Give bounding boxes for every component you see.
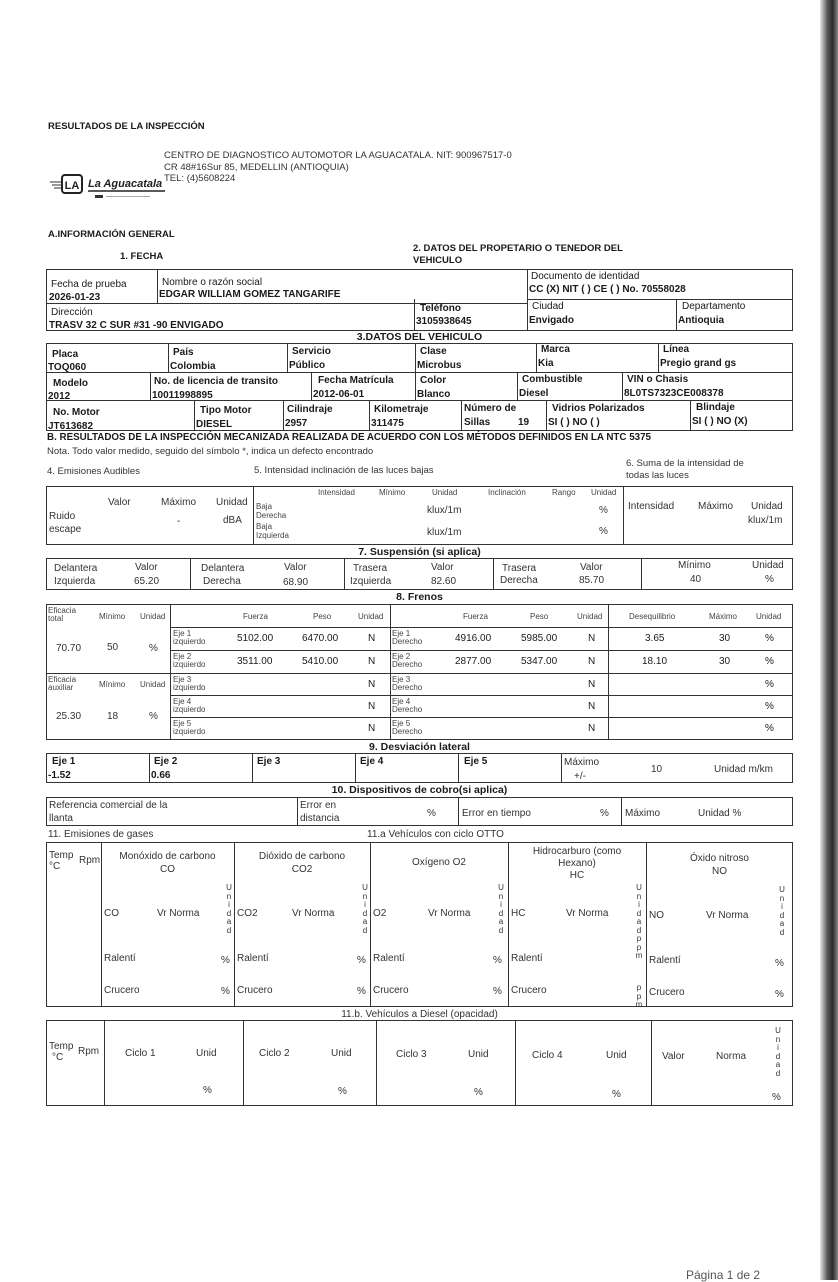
suspension-section-title: 7. Suspensión (si aplica) bbox=[358, 546, 481, 558]
suspension-3-label-2: Izquierda bbox=[350, 576, 392, 587]
page-number: Página 1 de 2 bbox=[686, 1268, 761, 1282]
vidrios-label: Vidrios Polarizados bbox=[552, 403, 645, 414]
axle-2-left-peso: 5410.00 bbox=[302, 656, 339, 667]
suspension-2-label-1: Delantera bbox=[201, 563, 245, 574]
axle-1-left-fuerza: 5102.00 bbox=[237, 633, 274, 644]
company-phone: TEL: (4)5608224 bbox=[164, 173, 236, 184]
clase-label: Clase bbox=[420, 346, 447, 357]
axle-2-desequilibrio: 18.10 bbox=[642, 656, 668, 667]
cilindraje-value: 2957 bbox=[285, 418, 308, 429]
suspension-unidad-value: % bbox=[765, 574, 774, 585]
brakes-left-fuerza-header: Fuerza bbox=[243, 612, 268, 621]
deviation-axle-2-value: 0.66 bbox=[151, 770, 171, 781]
telefono-label: Teléfono bbox=[420, 303, 461, 314]
brakes-left-unidad-header: Unidad bbox=[358, 612, 384, 621]
gases-section-title: 11. Emisiones de gases bbox=[48, 829, 154, 840]
scan-edge-shadow bbox=[820, 0, 838, 1280]
pais-label: País bbox=[173, 347, 194, 358]
taximeter-dist-label-1: Error en bbox=[300, 800, 337, 811]
kilometraje-value: 311475 bbox=[371, 418, 404, 429]
deviation-axle-4-label: Eje 4 bbox=[360, 756, 384, 767]
axle-1-right-peso: 5985.00 bbox=[521, 633, 558, 644]
deviation-maximo-label: Máximo bbox=[564, 757, 600, 768]
company-info bbox=[164, 150, 512, 185]
deviation-axle-1-value: -1.52 bbox=[48, 770, 71, 781]
brakes-section-title: 8. Frenos bbox=[396, 591, 443, 603]
clase-value: Microbus bbox=[417, 360, 462, 371]
otto-rpm-label: Rpm bbox=[79, 855, 101, 866]
unidad-vertical-label: U n i d a d bbox=[779, 885, 785, 937]
section-b-note: Nota. Todo valor medido, seguido del símbolo *, indica un defecto encontrado bbox=[47, 446, 374, 457]
unidad-vertical-label: U n i d a d bbox=[362, 883, 368, 935]
deviation-axle-5-label: Eje 5 bbox=[464, 756, 488, 767]
lights-sum-title: 6. Suma de la intensidad de todas las luces bbox=[626, 458, 744, 481]
ciudad-value: Envigado bbox=[529, 315, 575, 326]
lights-row-1-label-1: Baja bbox=[256, 502, 273, 511]
sillas-label-1: Número de bbox=[464, 403, 517, 414]
suspension-1-label-2: Izquierda bbox=[54, 576, 96, 587]
lights-sum-unidad-value: klux/1m bbox=[748, 515, 783, 526]
axle-1-right-fuerza: 4916.00 bbox=[455, 633, 492, 644]
eficacia-total-value: 70.70 bbox=[56, 643, 82, 654]
fecha-section-title: 1. FECHA bbox=[120, 251, 164, 262]
company-name-nit: CENTRO DE DIAGNOSTICO AUTOMOTOR LA AGUACATALA. NIT: 900967517-0 bbox=[164, 150, 512, 161]
linea-value: Pregio grand gs bbox=[660, 358, 737, 369]
lights-row-1-unit-2: % bbox=[599, 505, 608, 516]
axle-2-right-peso: 5347.00 bbox=[521, 656, 558, 667]
suspension-3-label-1: Trasera bbox=[353, 563, 388, 574]
lights-header-intensidad: Intensidad bbox=[318, 488, 355, 497]
motor-value: JT613682 bbox=[48, 421, 94, 432]
lights-header-inclinacion: Inclinación bbox=[488, 488, 526, 497]
sillas-label-2: Sillas bbox=[464, 417, 491, 428]
direccion-label: Dirección bbox=[51, 307, 93, 318]
axle-1-desequilibrio: 3.65 bbox=[645, 633, 665, 644]
combustible-value: Diesel bbox=[519, 388, 549, 399]
suspension-1-label-1: Delantera bbox=[54, 563, 98, 574]
axle-1-left-peso: 6470.00 bbox=[302, 633, 339, 644]
lights-row-1-label-2: Derecha bbox=[256, 511, 287, 520]
deviation-section-title: 9. Desviación lateral bbox=[369, 741, 470, 753]
vin-value: 8L0TS7323CE008378 bbox=[624, 388, 724, 399]
lights-row-1-unit-1: klux/1m bbox=[427, 505, 462, 516]
deviation-axle-3-label: Eje 3 bbox=[257, 756, 281, 767]
noise-valor-label: Valor bbox=[108, 497, 131, 508]
eficacia-aux-minimo-label: Mínimo bbox=[99, 680, 126, 689]
taximeter-ref-label-1: Referencia comercial de la bbox=[49, 800, 168, 811]
eficacia-total-label-2: total bbox=[48, 614, 64, 623]
vidrios-value: SI ( ) NO ( ) bbox=[548, 417, 600, 428]
diesel-temp-label: Temp bbox=[49, 1041, 74, 1052]
svg-text:LA: LA bbox=[64, 180, 80, 192]
section-b-title: B. RESULTADOS DE LA INSPECCIÓN MECANIZADA REALIZADA DE ACUERDO CON LOS MÉTODOS DEFINIDOS EN LA NTC 5375 bbox=[47, 432, 651, 443]
document-title: RESULTADOS DE LA INSPECCIÓN bbox=[48, 121, 205, 132]
deviation-axle-1-label: Eje 1 bbox=[52, 756, 76, 767]
vehicle-section-title: 3.DATOS DEL VEHICULO bbox=[356, 331, 483, 343]
brakes-maximo-header: Máximo bbox=[709, 612, 738, 621]
lights-row-2-unit-2: % bbox=[599, 526, 608, 537]
lights-header-unidad-2: Unidad bbox=[591, 488, 617, 497]
servicio-value: Público bbox=[289, 360, 326, 371]
pais-value: Colombia bbox=[170, 361, 216, 372]
diesel-temp-unit: °C bbox=[52, 1052, 64, 1063]
section-a-title: A.INFORMACIÓN GENERAL bbox=[48, 229, 175, 240]
logo-speed-lines-icon bbox=[50, 182, 62, 188]
suspension-minimo-label: Mínimo bbox=[678, 560, 711, 571]
nombre-label: Nombre o razón social bbox=[162, 277, 263, 288]
brakes-left-peso-header: Peso bbox=[313, 612, 332, 621]
marca-label: Marca bbox=[541, 344, 570, 355]
servicio-label: Servicio bbox=[292, 346, 331, 357]
eficacia-total-unit: % bbox=[149, 643, 158, 654]
eficacia-aux-value: 25.30 bbox=[56, 711, 82, 722]
unidad-vertical-label: U n i d a d bbox=[226, 883, 232, 935]
linea-label: Línea bbox=[663, 344, 690, 355]
eficacia-aux-unit: % bbox=[149, 711, 158, 722]
blindaje-label: Blindaje bbox=[696, 402, 735, 413]
placa-value: TOQ060 bbox=[48, 362, 87, 373]
marca-value: Kia bbox=[538, 358, 554, 369]
owner-section-title: 2. DATOS DEL PROPETARIO O TENEDOR DEL VEHICULO bbox=[413, 243, 623, 266]
cilindraje-label: Cilindraje bbox=[287, 404, 333, 415]
placa-label: Placa bbox=[52, 349, 79, 360]
documento-value: CC (X) NIT ( ) CE ( ) No. 70558028 bbox=[529, 284, 686, 295]
diesel-opacity-table bbox=[46, 1020, 793, 1106]
nombre-value: EDGAR WILLIAM GOMEZ TANGARIFE bbox=[159, 289, 341, 300]
diesel-norma-label: Norma bbox=[716, 1051, 747, 1062]
eficacia-total-minimo: 50 bbox=[107, 642, 119, 653]
modelo-value: 2012 bbox=[48, 391, 71, 402]
lights-sum-unidad-label: Unidad bbox=[751, 501, 783, 512]
taximeter-tiempo-label: Error en tiempo bbox=[462, 808, 531, 819]
ppm-vertical-label: p p m bbox=[635, 983, 643, 1009]
direccion-value: TRASV 32 C SUR #31 -90 ENVIGADO bbox=[49, 320, 224, 331]
taximeter-dist-unit: % bbox=[427, 808, 436, 819]
suspension-3-valor-label: Valor bbox=[431, 562, 454, 573]
brakes-right-fuerza-header: Fuerza bbox=[463, 612, 488, 621]
eficacia-aux-unidad-label: Unidad bbox=[140, 680, 166, 689]
diesel-unidad-unit: % bbox=[772, 1092, 781, 1103]
tipo-motor-value: DIESEL bbox=[196, 419, 233, 430]
deviation-maximo-sub: +/- bbox=[574, 771, 586, 782]
suspension-unidad-label: Unidad bbox=[752, 560, 784, 571]
brakes-desequilibrio-header: Desequilibrio bbox=[629, 612, 676, 621]
noise-maximo-label: Máximo bbox=[161, 497, 197, 508]
suspension-4-label-2: Derecha bbox=[500, 575, 538, 586]
axle-2-left-fuerza: 3511.00 bbox=[237, 656, 273, 667]
tipo-motor-label: Tipo Motor bbox=[200, 405, 252, 416]
deviation-axle-2-label: Eje 2 bbox=[154, 756, 178, 767]
suspension-4-valor: 85.70 bbox=[579, 575, 605, 586]
modelo-label: Modelo bbox=[53, 378, 88, 389]
noise-unidad-value: dBA bbox=[223, 515, 242, 526]
svg-text:La Aguacatala: La Aguacatala bbox=[88, 178, 163, 190]
axle-2-right-fuerza: 2877.00 bbox=[455, 656, 492, 667]
deviation-maximo-value: 10 bbox=[651, 764, 663, 775]
taximeter-ref-label-2: llanta bbox=[49, 813, 73, 824]
eficacia-total-label-1: Eficacia bbox=[48, 606, 77, 615]
suspension-2-valor-label: Valor bbox=[284, 562, 307, 573]
lights-header-unidad: Unidad bbox=[432, 488, 458, 497]
motor-label: No. Motor bbox=[53, 407, 100, 418]
company-logo bbox=[50, 168, 165, 202]
taximeter-section-title: 10. Dispositivos de cobro(si aplica) bbox=[331, 784, 508, 796]
kilometraje-label: Kilometraje bbox=[374, 404, 429, 415]
matricula-label: Fecha Matrícula bbox=[318, 375, 394, 386]
fecha-prueba-label: Fecha de prueba bbox=[51, 279, 127, 290]
suspension-4-label-1: Trasera bbox=[502, 563, 537, 574]
company-address: CR 48#16Sur 85, MEDELLIN (ANTIOQUIA) bbox=[164, 161, 349, 173]
suspension-4-valor-label: Valor bbox=[580, 562, 603, 573]
brakes-right-unidad-header: Unidad bbox=[577, 612, 603, 621]
lights-sum-intensidad-label: Intensidad bbox=[628, 501, 675, 512]
noise-lights-table bbox=[46, 486, 793, 545]
suspension-2-valor: 68.90 bbox=[283, 577, 309, 588]
suspension-2-label-2: Derecha bbox=[203, 576, 241, 587]
noise-row-label-1: Ruido bbox=[49, 511, 76, 522]
lights-header-minimo: Mínimo bbox=[379, 488, 406, 497]
unidad-vertical-label: U n i d a d bbox=[775, 1026, 781, 1078]
noise-section-title: 4. Emisiones Audibles bbox=[47, 466, 140, 477]
diesel-subsection-title: 11.b. Vehículos a Diesel (opacidad) bbox=[341, 1009, 498, 1020]
noise-row-label-2: escape bbox=[49, 524, 82, 535]
taximeter-tiempo-unit: % bbox=[600, 808, 609, 819]
lights-row-2-label-2: Izquierda bbox=[256, 531, 289, 540]
otto-subsection-title: 11.a Vehículos con ciclo OTTO bbox=[367, 829, 504, 840]
diesel-rpm-label: Rpm bbox=[78, 1046, 100, 1057]
documento-label: Documento de identidad bbox=[531, 271, 640, 282]
lights-row-2-unit-1: klux/1m bbox=[427, 527, 462, 538]
sillas-value: 19 bbox=[518, 417, 530, 428]
lights-sum-maximo-label: Máximo bbox=[698, 501, 734, 512]
telefono-value: 3105938645 bbox=[416, 316, 472, 327]
otto-temp-unit: °C bbox=[49, 861, 61, 872]
eficacia-aux-minimo: 18 bbox=[107, 711, 119, 722]
lights-row-2-label-1: Baja bbox=[256, 522, 273, 531]
unidad-vertical-label: U n i d a d p p m bbox=[635, 883, 643, 960]
matricula-value: 2012-06-01 bbox=[313, 389, 365, 400]
eficacia-total-minimo-label: Mínimo bbox=[99, 612, 126, 621]
lights-section-title: 5. Intensidad inclinación de las luces bajas bbox=[254, 465, 434, 476]
eficacia-aux-label-1: Eficacia bbox=[48, 675, 77, 684]
lights-header-rango: Rango bbox=[552, 488, 576, 497]
noise-maximo-value: - bbox=[177, 516, 181, 527]
brakes-right-peso-header: Peso bbox=[530, 612, 549, 621]
blindaje-value: SI ( ) NO (X) bbox=[692, 416, 748, 427]
eficacia-total-unidad-label: Unidad bbox=[140, 612, 166, 621]
unidad-vertical-label: U n i d a d bbox=[498, 883, 504, 935]
taximeter-unidad-label: Unidad % bbox=[698, 808, 742, 819]
vin-label: VIN o Chasis bbox=[627, 374, 689, 385]
brakes-table bbox=[46, 604, 793, 740]
suspension-1-valor-label: Valor bbox=[135, 562, 158, 573]
suspension-minimo-value: 40 bbox=[690, 574, 702, 585]
ciudad-label: Ciudad bbox=[532, 301, 564, 312]
taximeter-dist-label-2: distancia bbox=[300, 813, 340, 824]
eficacia-aux-label-2: auxiliar bbox=[48, 683, 74, 692]
suspension-1-valor: 65.20 bbox=[134, 576, 160, 587]
color-label: Color bbox=[420, 375, 447, 386]
departamento-label: Departamento bbox=[682, 301, 746, 312]
licencia-label: No. de licencia de transito bbox=[154, 376, 278, 387]
suspension-3-valor: 82.60 bbox=[431, 576, 457, 587]
diesel-valor-label: Valor bbox=[662, 1051, 685, 1062]
taximeter-maximo-label: Máximo bbox=[625, 808, 661, 819]
brakes-unidad-header: Unidad bbox=[756, 612, 782, 621]
fecha-prueba-value: 2026-01-23 bbox=[49, 292, 101, 303]
combustible-label: Combustible bbox=[522, 374, 583, 385]
deviation-unidad: Unidad m/km bbox=[714, 764, 773, 775]
color-value: Blanco bbox=[417, 389, 451, 400]
departamento-value: Antioquia bbox=[678, 315, 725, 326]
noise-unidad-label: Unidad bbox=[216, 497, 248, 508]
otto-temp-label: Temp bbox=[49, 850, 74, 861]
licencia-value: 10011998895 bbox=[152, 390, 213, 401]
